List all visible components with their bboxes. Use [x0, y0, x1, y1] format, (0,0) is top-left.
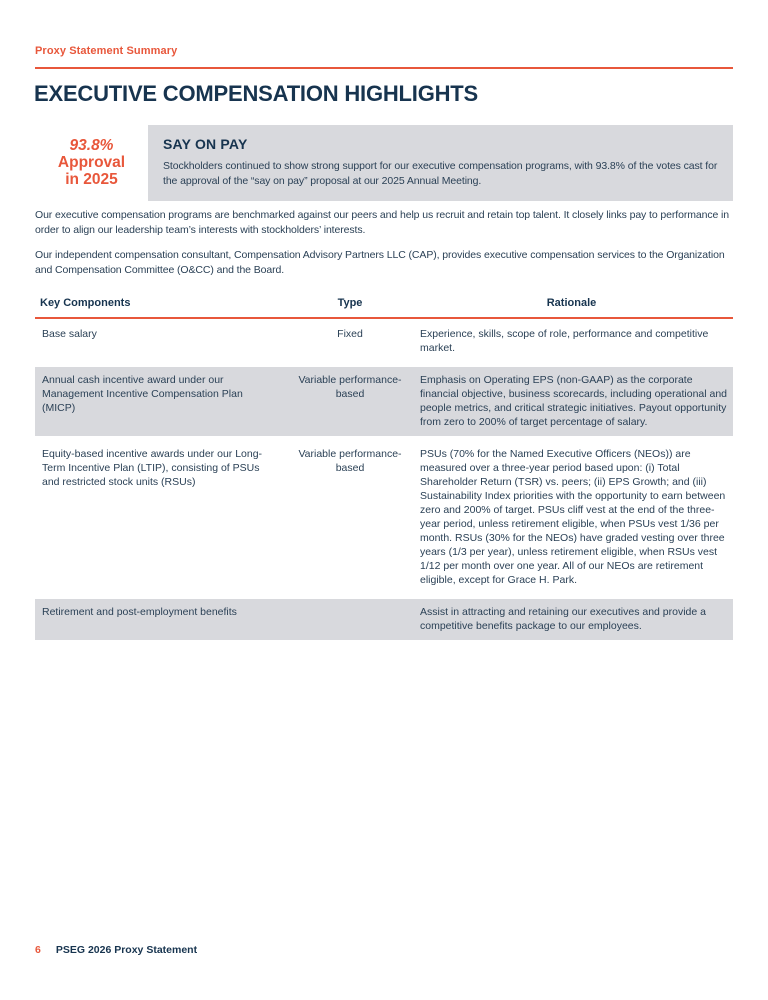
table-row — [35, 367, 733, 436]
table-header-rationale: Rationale — [546, 297, 597, 309]
approval-stat — [35, 125, 148, 201]
footer-document-label: PSEG 2026 Proxy Statement — [55, 944, 198, 956]
header-divider-rule — [35, 67, 733, 69]
table-row — [35, 439, 733, 596]
cell-rationale: Emphasis on Operating EPS (non-GAAP) as the corporate financial objective, business scorecards, including operational and people metrics, and critical strategic initiatives. Payout opportunity from zero to 200% of target percentage of salary. — [420, 374, 728, 428]
cell-component: Retirement and post-employment benefits — [42, 606, 237, 618]
table-header-row — [35, 296, 733, 317]
key-components-table — [35, 296, 733, 643]
approval-stat-value: 93.8% — [69, 137, 114, 154]
cell-rationale: Assist in attracting and retaining our executives and provide a competitive benefits package to our employees. — [420, 606, 706, 632]
approval-stat-line2: Approval — [57, 154, 126, 171]
cell-type: Variable performance-based — [298, 448, 402, 474]
say-on-pay-heading: SAY ON PAY — [163, 136, 248, 152]
page-footer — [35, 944, 197, 956]
cell-component: Equity-based incentive awards under our Long-Term Incentive Plan (LTIP), consisting of PSUs and restricted stock units (RSUs) — [42, 448, 263, 488]
cell-component: Base salary — [42, 328, 97, 340]
page-number: 6 — [35, 944, 41, 956]
intro-paragraph-2: Our independent compensation consultant, Compensation Advisory Partners LLC (CAP), provides executive compensation services to the Organization and Compensation Committee (O&CC) and the Board. — [35, 249, 725, 276]
approval-stat-line3: in 2025 — [65, 171, 118, 188]
table-header-type: Type — [337, 297, 363, 309]
section-eyebrow: Proxy Statement Summary — [35, 45, 178, 57]
page-title: EXECUTIVE COMPENSATION HIGHLIGHTS — [34, 81, 479, 106]
cell-type — [290, 605, 410, 633]
cell-type: Variable performance-based — [298, 374, 402, 400]
say-on-pay-callout — [35, 125, 733, 201]
cell-type: Fixed — [337, 328, 363, 340]
intro-paragraph-1: Our executive compensation programs are benchmarked against our peers and help us recruit and retain top talent. It closely links pay to performance in order to align our leadership team’s interests with stockholders’ interests. — [35, 209, 730, 236]
cell-rationale: Experience, skills, scope of role, performance and competitive market. — [420, 328, 709, 354]
cell-rationale: PSUs (70% for the Named Executive Officers (NEOs)) are measured over a three-year period based upon: (i) Total Shareholder Return (TSR) vs. peers; (ii) EPS Growth; and (iii) Sustainability Index priorities with the opportunity to earn between zero and 200% of target. PSUs cliff vest at the end of the three-year period, unless retirement eligible, when PSUs vest 1/36 per month. RSUs (30% for the NEOs) have graded vesting over three years (1/3 per year), unless retirement eligible, when RSUs vest 1/12 per month over one year. All of our NEOs are retirement eligible, except for Grace H. Park. — [420, 448, 726, 586]
say-on-pay-body: Stockholders continued to show strong support for our executive compensation programs, with 93.8% of the votes cast for the approval of the “say on pay” proposal at our 2025 Annual Meeting. — [163, 160, 718, 187]
cell-component: Annual cash incentive award under our Management Incentive Compensation Plan (MICP) — [42, 374, 243, 414]
table-header-key-components: Key Components — [40, 297, 131, 309]
table-row — [35, 319, 733, 364]
table-row — [35, 599, 733, 640]
say-on-pay-box — [148, 125, 733, 201]
